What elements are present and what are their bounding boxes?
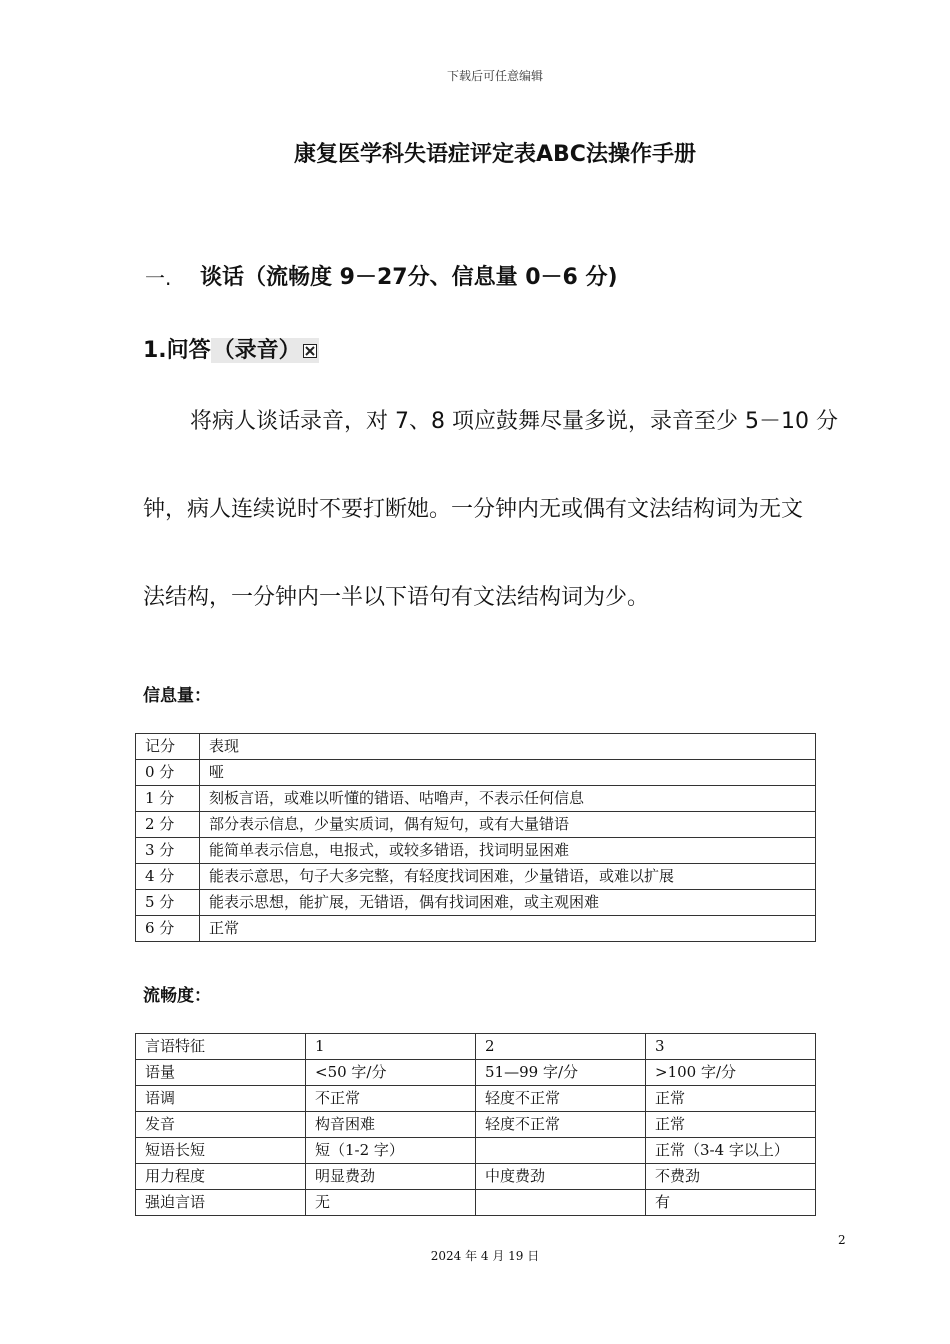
table-cell: 有 — [646, 1190, 816, 1216]
info-table — [135, 733, 816, 942]
subsection-prefix: 1.问答 — [143, 338, 211, 363]
paragraph-line-2: 钟，病人连续说时不要打断她。一分钟内无或偶有文法结构词为无文 — [143, 497, 804, 522]
footer-date: 2024 年 4 月 19 日 — [430, 1249, 540, 1263]
table-header-cell: 记分 — [136, 734, 200, 760]
subsection-title — [143, 333, 319, 364]
table-row — [136, 1138, 816, 1164]
table-cell: 刻板言语，或难以听懂的错语、咕噜声，不表示任何信息 — [200, 786, 816, 812]
table-row — [136, 890, 816, 916]
table-cell: 用力程度 — [136, 1164, 306, 1190]
table-header-cell: 2 — [476, 1034, 646, 1060]
subsection-highlight — [211, 338, 319, 363]
paragraph-line-3: 法结构，一分钟内一半以下语句有文法结构词为少。 — [143, 585, 650, 610]
table-cell: 0 分 — [136, 760, 200, 786]
table-cell: 2 分 — [136, 812, 200, 838]
paragraph-line-1: 将病人谈话录音，对 7、8 项应鼓舞尽量多说，录音至少 5－10 分 — [190, 409, 838, 434]
anchor-icon — [303, 344, 317, 358]
table-cell — [476, 1138, 646, 1164]
table-cell: 正常 — [646, 1112, 816, 1138]
document-title: 康复医学科失语症评定表ABC法操作手册 — [294, 142, 696, 167]
table-row — [136, 1164, 816, 1190]
table-cell: 短语长短 — [136, 1138, 306, 1164]
table-cell: 正常 — [200, 916, 816, 942]
info-label: 信息量： — [143, 686, 211, 706]
table-row — [136, 1086, 816, 1112]
table-row — [136, 1190, 816, 1216]
table-row — [136, 1060, 816, 1086]
table-header-row — [136, 734, 816, 760]
table-cell: 正常（3-4 字以上） — [646, 1138, 816, 1164]
table-header-cell: 3 — [646, 1034, 816, 1060]
table-cell: 语调 — [136, 1086, 306, 1112]
table-cell: 中度费劲 — [476, 1164, 646, 1190]
table-cell: 不费劲 — [646, 1164, 816, 1190]
section-number: 一. — [145, 266, 172, 290]
table-cell: 构音困难 — [306, 1112, 476, 1138]
header-note: 下载后可任意编辑 — [446, 69, 543, 83]
page-number: 2 — [838, 1233, 846, 1247]
table-row — [136, 786, 816, 812]
subsection-highlight-text: （录音） — [212, 338, 301, 363]
table-cell: 无 — [306, 1190, 476, 1216]
table-cell: 语量 — [136, 1060, 306, 1086]
table-row — [136, 1112, 816, 1138]
section-title: 谈话（流畅度 9－27分、信息量 0－6 分) — [200, 265, 618, 290]
table-header-cell: 表现 — [200, 734, 816, 760]
table-cell: <50 字/分 — [306, 1060, 476, 1086]
table-row — [136, 760, 816, 786]
table-cell: 明显费劲 — [306, 1164, 476, 1190]
table-cell: 发音 — [136, 1112, 306, 1138]
table-cell — [476, 1190, 646, 1216]
fluency-table — [135, 1033, 816, 1216]
table-cell: 哑 — [200, 760, 816, 786]
table-cell: 强迫言语 — [136, 1190, 306, 1216]
fluency-label: 流畅度： — [143, 986, 211, 1006]
table-header-cell: 1 — [306, 1034, 476, 1060]
table-cell: 能表示思想，能扩展，无错语，偶有找词困难，或主观困难 — [200, 890, 816, 916]
table-row — [136, 812, 816, 838]
table-cell: 短（1-2 字） — [306, 1138, 476, 1164]
table-header-row — [136, 1034, 816, 1060]
table-row — [136, 916, 816, 942]
table-cell: 能简单表示信息，电报式，或较多错语，找词明显困难 — [200, 838, 816, 864]
table-cell: 4 分 — [136, 864, 200, 890]
table-cell: 1 分 — [136, 786, 200, 812]
table-cell: 轻度不正常 — [476, 1112, 646, 1138]
table-cell: 正常 — [646, 1086, 816, 1112]
table-cell: 51—99 字/分 — [476, 1060, 646, 1086]
table-cell: 能表示意思，句子大多完整，有轻度找词困难，少量错语，或难以扩展 — [200, 864, 816, 890]
table-cell: 部分表示信息，少量实质词，偶有短句，或有大量错语 — [200, 812, 816, 838]
table-row — [136, 864, 816, 890]
table-cell: 不正常 — [306, 1086, 476, 1112]
table-cell: 6 分 — [136, 916, 200, 942]
table-cell: >100 字/分 — [646, 1060, 816, 1086]
table-row — [136, 838, 816, 864]
table-cell: 3 分 — [136, 838, 200, 864]
table-cell: 5 分 — [136, 890, 200, 916]
table-header-cell: 言语特征 — [136, 1034, 306, 1060]
table-cell: 轻度不正常 — [476, 1086, 646, 1112]
